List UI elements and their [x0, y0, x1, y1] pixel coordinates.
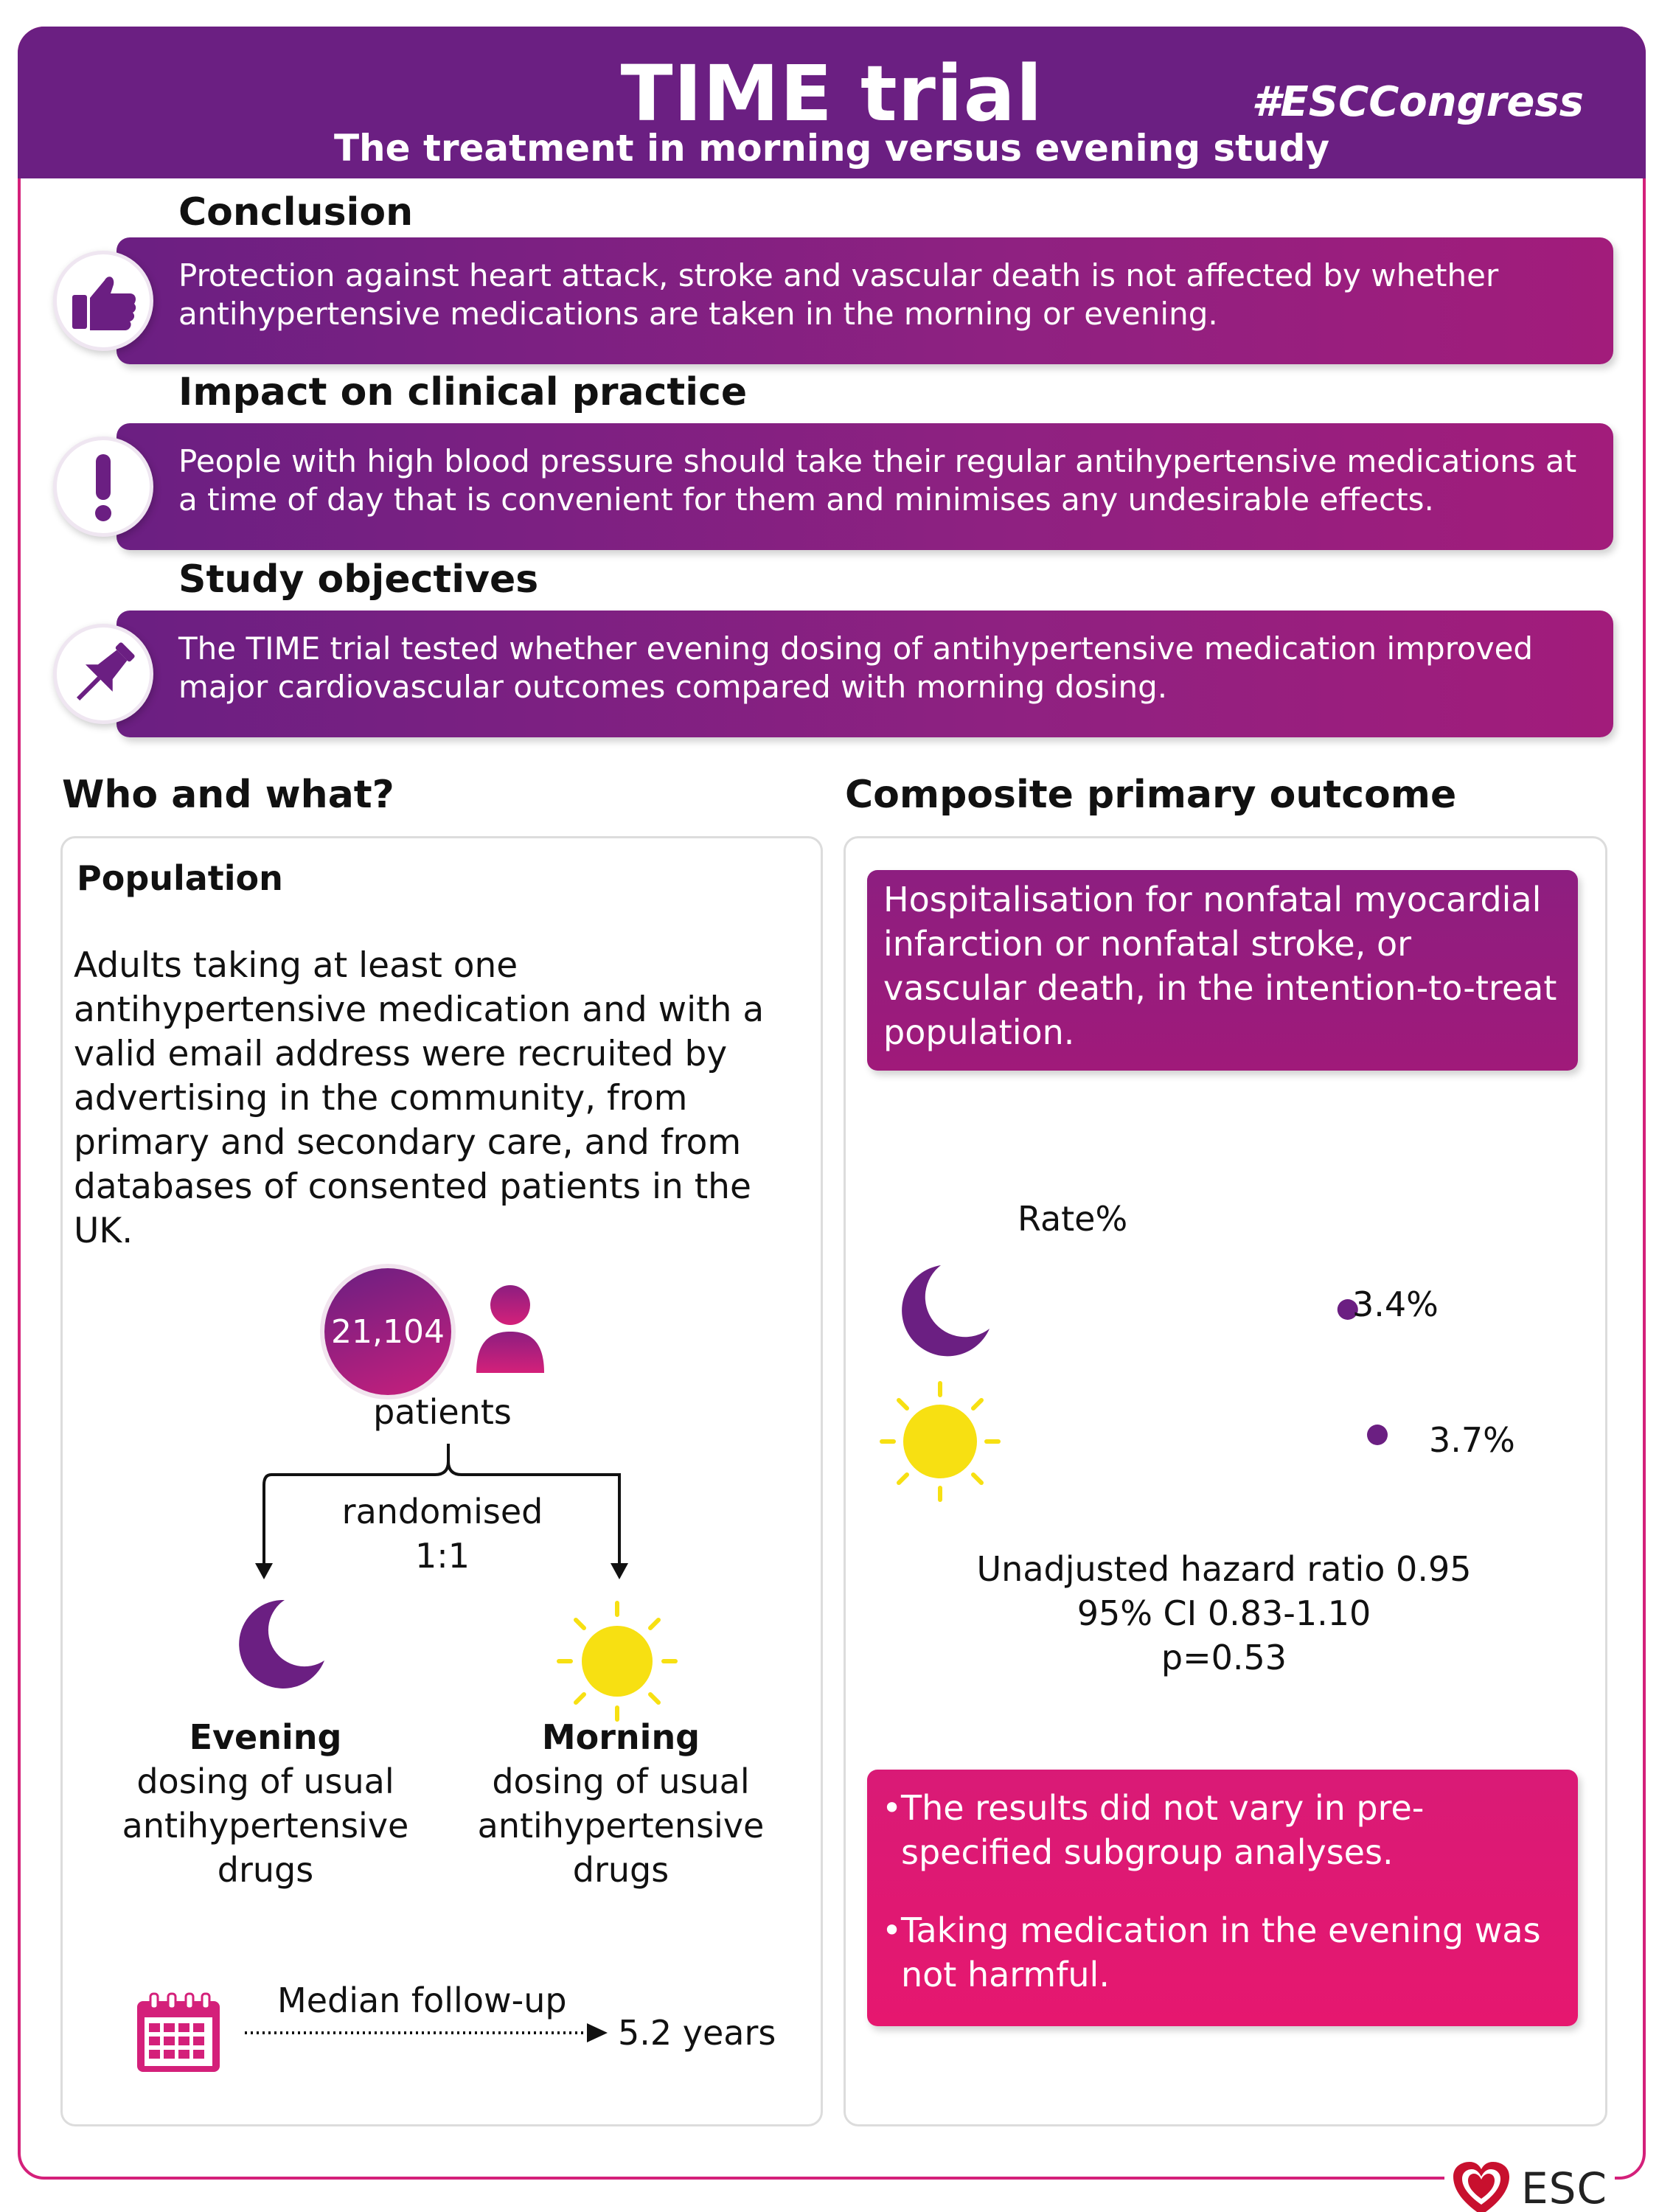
person-icon: [472, 1283, 549, 1374]
conclusion-text: Protection against heart attack, stroke and vascular death is not affected by whether antihypertensive medications are taken in the morning or evening.: [178, 257, 1499, 332]
patient-count-value: 21,104: [331, 1312, 445, 1351]
who-heading: Who and what?: [62, 773, 394, 817]
evening-rate-value: 3.4%: [1352, 1284, 1439, 1324]
evening-arm-text: dosing of usual antihypertensive drugs: [122, 1761, 409, 1890]
impact-title: Impact on clinical practice: [178, 370, 748, 414]
randomised-label: [324, 1489, 560, 1578]
result-text: Taking medication in the evening was not harmful.: [901, 1910, 1541, 1994]
evening-arm: [111, 1715, 420, 1892]
outcome-definition: Hospitalisation for nonfatal myocardial infarction or nonfatal stroke, or vascular death, in the intention-to-treat population.: [883, 880, 1557, 1052]
morning-arm-title: Morning: [541, 1717, 700, 1757]
followup-label: Median follow-up: [277, 1980, 567, 2020]
followup-arrow: [243, 2020, 609, 2045]
outcome-definition-box: [867, 870, 1578, 1071]
objectives-bar: [116, 611, 1613, 737]
followup-value: 5.2 years: [618, 2013, 776, 2053]
hazard-ratio: [936, 1547, 1512, 1680]
esc-logo[interactable]: [1444, 2160, 1615, 2212]
calendar-icon: [134, 1991, 223, 2073]
patient-count: [324, 1268, 451, 1395]
result-item: • Taking medication in the evening was not harmful.: [882, 1908, 1563, 1997]
p-value: p=0.53: [1161, 1638, 1287, 1677]
confidence-interval: 95% CI 0.83-1.10: [1077, 1593, 1371, 1633]
page-subtitle: The treatment in morning versus evening study: [333, 127, 1330, 170]
morning-arm-text: dosing of usual antihypertensive drugs: [477, 1761, 765, 1890]
randomised-text: randomised: [341, 1492, 543, 1531]
esc-logo-text: ESC: [1521, 2163, 1607, 2212]
impact-bar: [116, 423, 1613, 550]
pushpin-icon: [53, 624, 153, 724]
outcome-heading: Composite primary outcome: [845, 773, 1457, 817]
esc-heart-logo-icon: [1452, 2160, 1511, 2212]
header: [18, 27, 1646, 178]
evening-arm-title: Evening: [189, 1717, 342, 1757]
conclusion-bar: [116, 237, 1613, 364]
exclamation-icon: [53, 437, 153, 537]
patients-label: patients: [373, 1392, 512, 1432]
result-item: • The results did not vary in pre-specified subgroup analyses.: [882, 1786, 1563, 1874]
sun-icon: [877, 1379, 1003, 1504]
ratio-text: 1:1: [414, 1536, 470, 1576]
moon-icon: [232, 1597, 327, 1693]
morning-arm: [466, 1715, 776, 1892]
result-text: The results did not vary in pre-specified subgroup analyses.: [901, 1788, 1425, 1872]
conclusion-title: Conclusion: [178, 190, 414, 234]
hashtag[interactable]: #ESCCongress: [1251, 78, 1584, 126]
moon-icon: [889, 1262, 992, 1358]
population-text: Adults taking at least one antihypertensive medication and with a valid email address were recruited by advertising in the community, from primary and secondary care, and from databases of consented patients in the UK.: [74, 945, 765, 1251]
rate-chart: [1018, 1283, 1401, 1460]
thumbs-up-icon: [53, 251, 153, 351]
morning-rate-point: [1367, 1425, 1388, 1445]
rate-label: Rate%: [1018, 1199, 1128, 1239]
results-box: [867, 1770, 1578, 2026]
morning-rate-value: 3.7%: [1429, 1420, 1515, 1460]
objectives-text: The TIME trial tested whether evening dosing of antihypertensive medication improved major cardiovascular outcomes compared with morning dosing.: [178, 630, 1534, 705]
objectives-title: Study objectives: [178, 557, 539, 602]
page-title: TIME trial: [620, 49, 1043, 139]
impact-text: People with high blood pressure should take their regular antihypertensive medications at a time of day that is convenient for them and minimises any undesirable effects.: [178, 443, 1577, 518]
population-title: Population: [77, 858, 283, 898]
hazard-ratio-value: Unadjusted hazard ratio 0.95: [976, 1549, 1472, 1589]
sun-icon: [554, 1599, 680, 1724]
